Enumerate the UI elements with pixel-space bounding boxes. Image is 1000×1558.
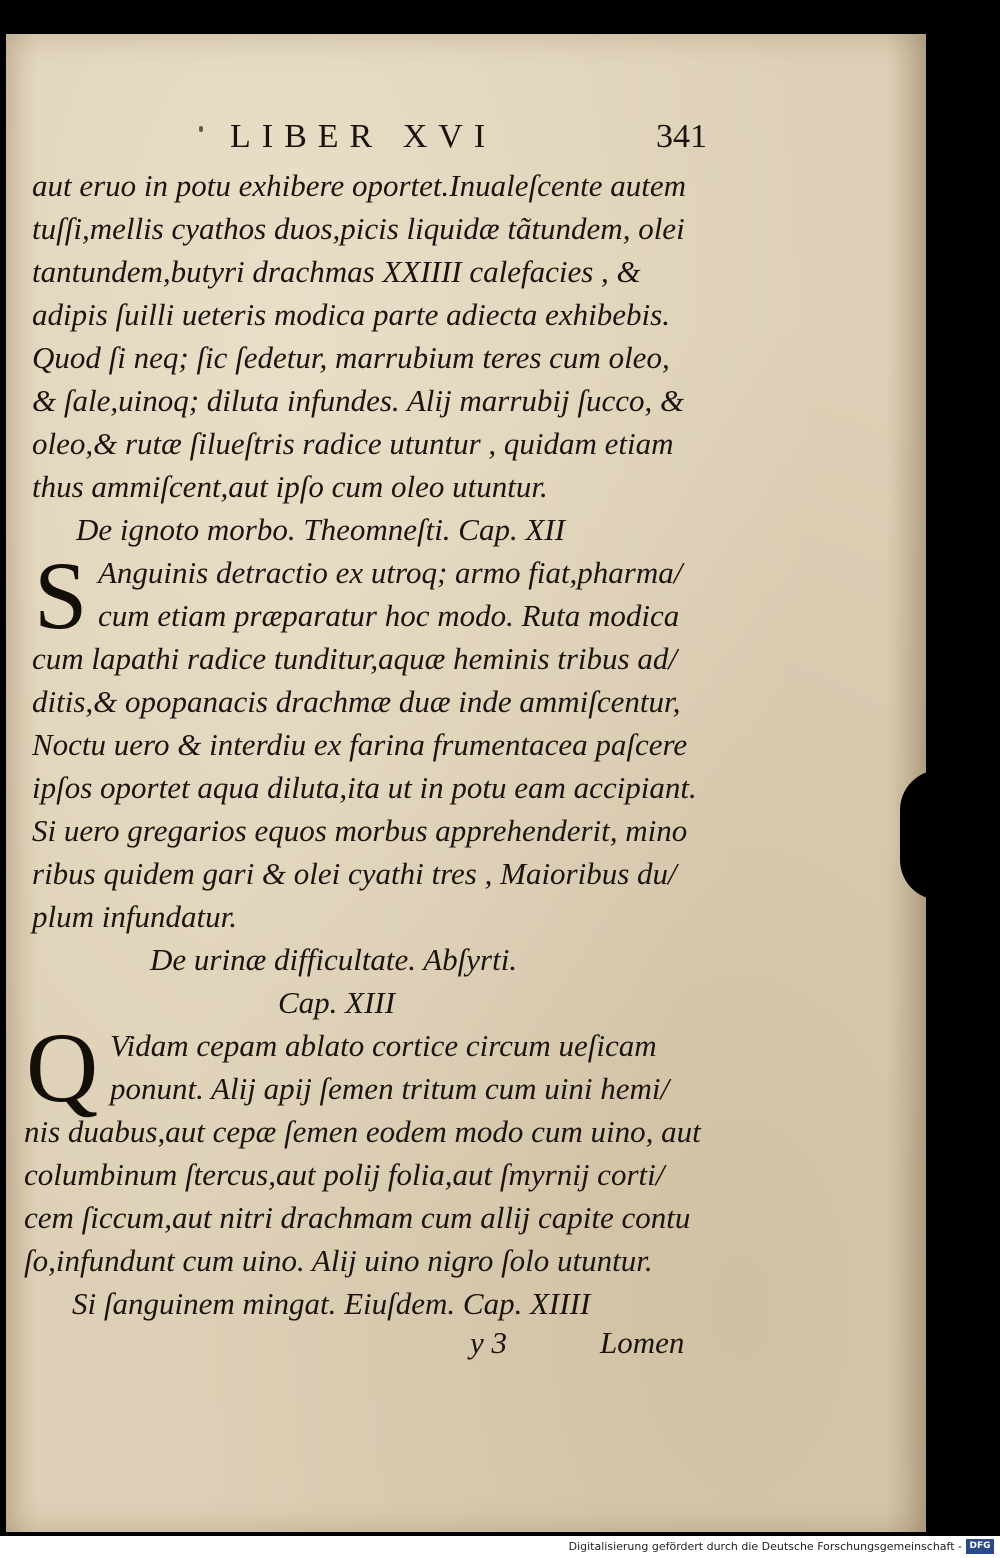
- text-line: thus ammiſcent,aut ipſo cum oleo utuntur.: [32, 469, 548, 504]
- page-number: 341: [656, 118, 707, 155]
- text-line: cem ſiccum,aut nitri drachmam cum allij capite contu: [24, 1200, 691, 1235]
- catchword: Lomen: [600, 1325, 685, 1360]
- text-line: & ſale,uinoq; diluta infundes. Alij marrubij ſucco, &: [32, 383, 685, 418]
- text-line: ipſos oportet aqua diluta,ita ut in potu eam accipiant.: [32, 770, 697, 805]
- text-line: tantundem,butyri drachmas XXIIII calefacies , &: [32, 254, 641, 289]
- page-edge-notch: [900, 770, 940, 900]
- credit-bar: [0, 1536, 1000, 1558]
- running-title: LIBER XVI: [230, 118, 497, 155]
- text-line: Anguinis detractio ex utroq; armo fiat,pharma/: [98, 555, 683, 590]
- text-line: Noctu uero & interdiu ex farina frumentacea paſcere: [32, 727, 688, 762]
- dfg-logo: DFG: [966, 1539, 994, 1554]
- signature-mark: y 3: [470, 1325, 508, 1360]
- text-line: Quod ſi neq; ſic ſedetur, marrubium teres cum oleo,: [32, 340, 670, 375]
- drop-capital: Q: [26, 1012, 99, 1123]
- running-header: [0, 118, 1000, 162]
- text-line: ditis,& opopanacis drachmæ duæ inde ammiſcentur,: [32, 684, 681, 719]
- chapter-heading: De urinæ difficultate. Abſyrti.: [150, 942, 518, 977]
- text-line: cum etiam præparatur hoc modo. Ruta modica: [98, 598, 680, 633]
- text-line: Vidam cepam ablato cortice circum ueſicam: [110, 1028, 657, 1063]
- chapter-heading: Si ſanguinem mingat. Eiuſdem. Cap. XIIII: [72, 1286, 591, 1321]
- drop-capital: S: [34, 542, 88, 649]
- chapter-heading: Cap. XIII: [278, 985, 396, 1020]
- text-line: plum infundatur.: [32, 899, 237, 934]
- text-line: oleo,& rutæ ſilueſtris radice utuntur , quidam etiam: [32, 426, 674, 461]
- text-line: ſo,infundunt cum uino. Alij uino nigro ſolo utuntur.: [24, 1243, 653, 1278]
- credit-text: Digitalisierung gefördert durch die Deutsche Forschungsgemeinschaft -: [568, 1540, 962, 1553]
- chapter-heading: De ignoto morbo. Theomneſti. Cap. XII: [76, 512, 566, 547]
- text-line: ponunt. Alij apij ſemen tritum cum uini hemi/: [110, 1071, 670, 1106]
- text-line: adipis ſuilli ueteris modica parte adiecta exhibebis.: [32, 297, 670, 332]
- text-line: cum lapathi radice tunditur,aquæ heminis tribus ad/: [32, 641, 677, 676]
- text-line: tuſſi,mellis cyathos duos,picis liquidæ tãtundem, olei: [32, 211, 685, 246]
- text-line: ribus quidem gari & olei cyathi tres , Maioribus du/: [32, 856, 677, 891]
- text-line: aut eruo in potu exhibere oportet.Inualeſcente autem: [32, 168, 686, 203]
- text-line: columbinum ſtercus,aut polij folia,aut ſmyrnij corti/: [24, 1157, 665, 1192]
- text-line: Si uero gregarios equos morbus apprehenderit, mino: [32, 813, 688, 848]
- text-line: nis duabus,aut cepæ ſemen eodem modo cum uino, aut: [24, 1114, 701, 1149]
